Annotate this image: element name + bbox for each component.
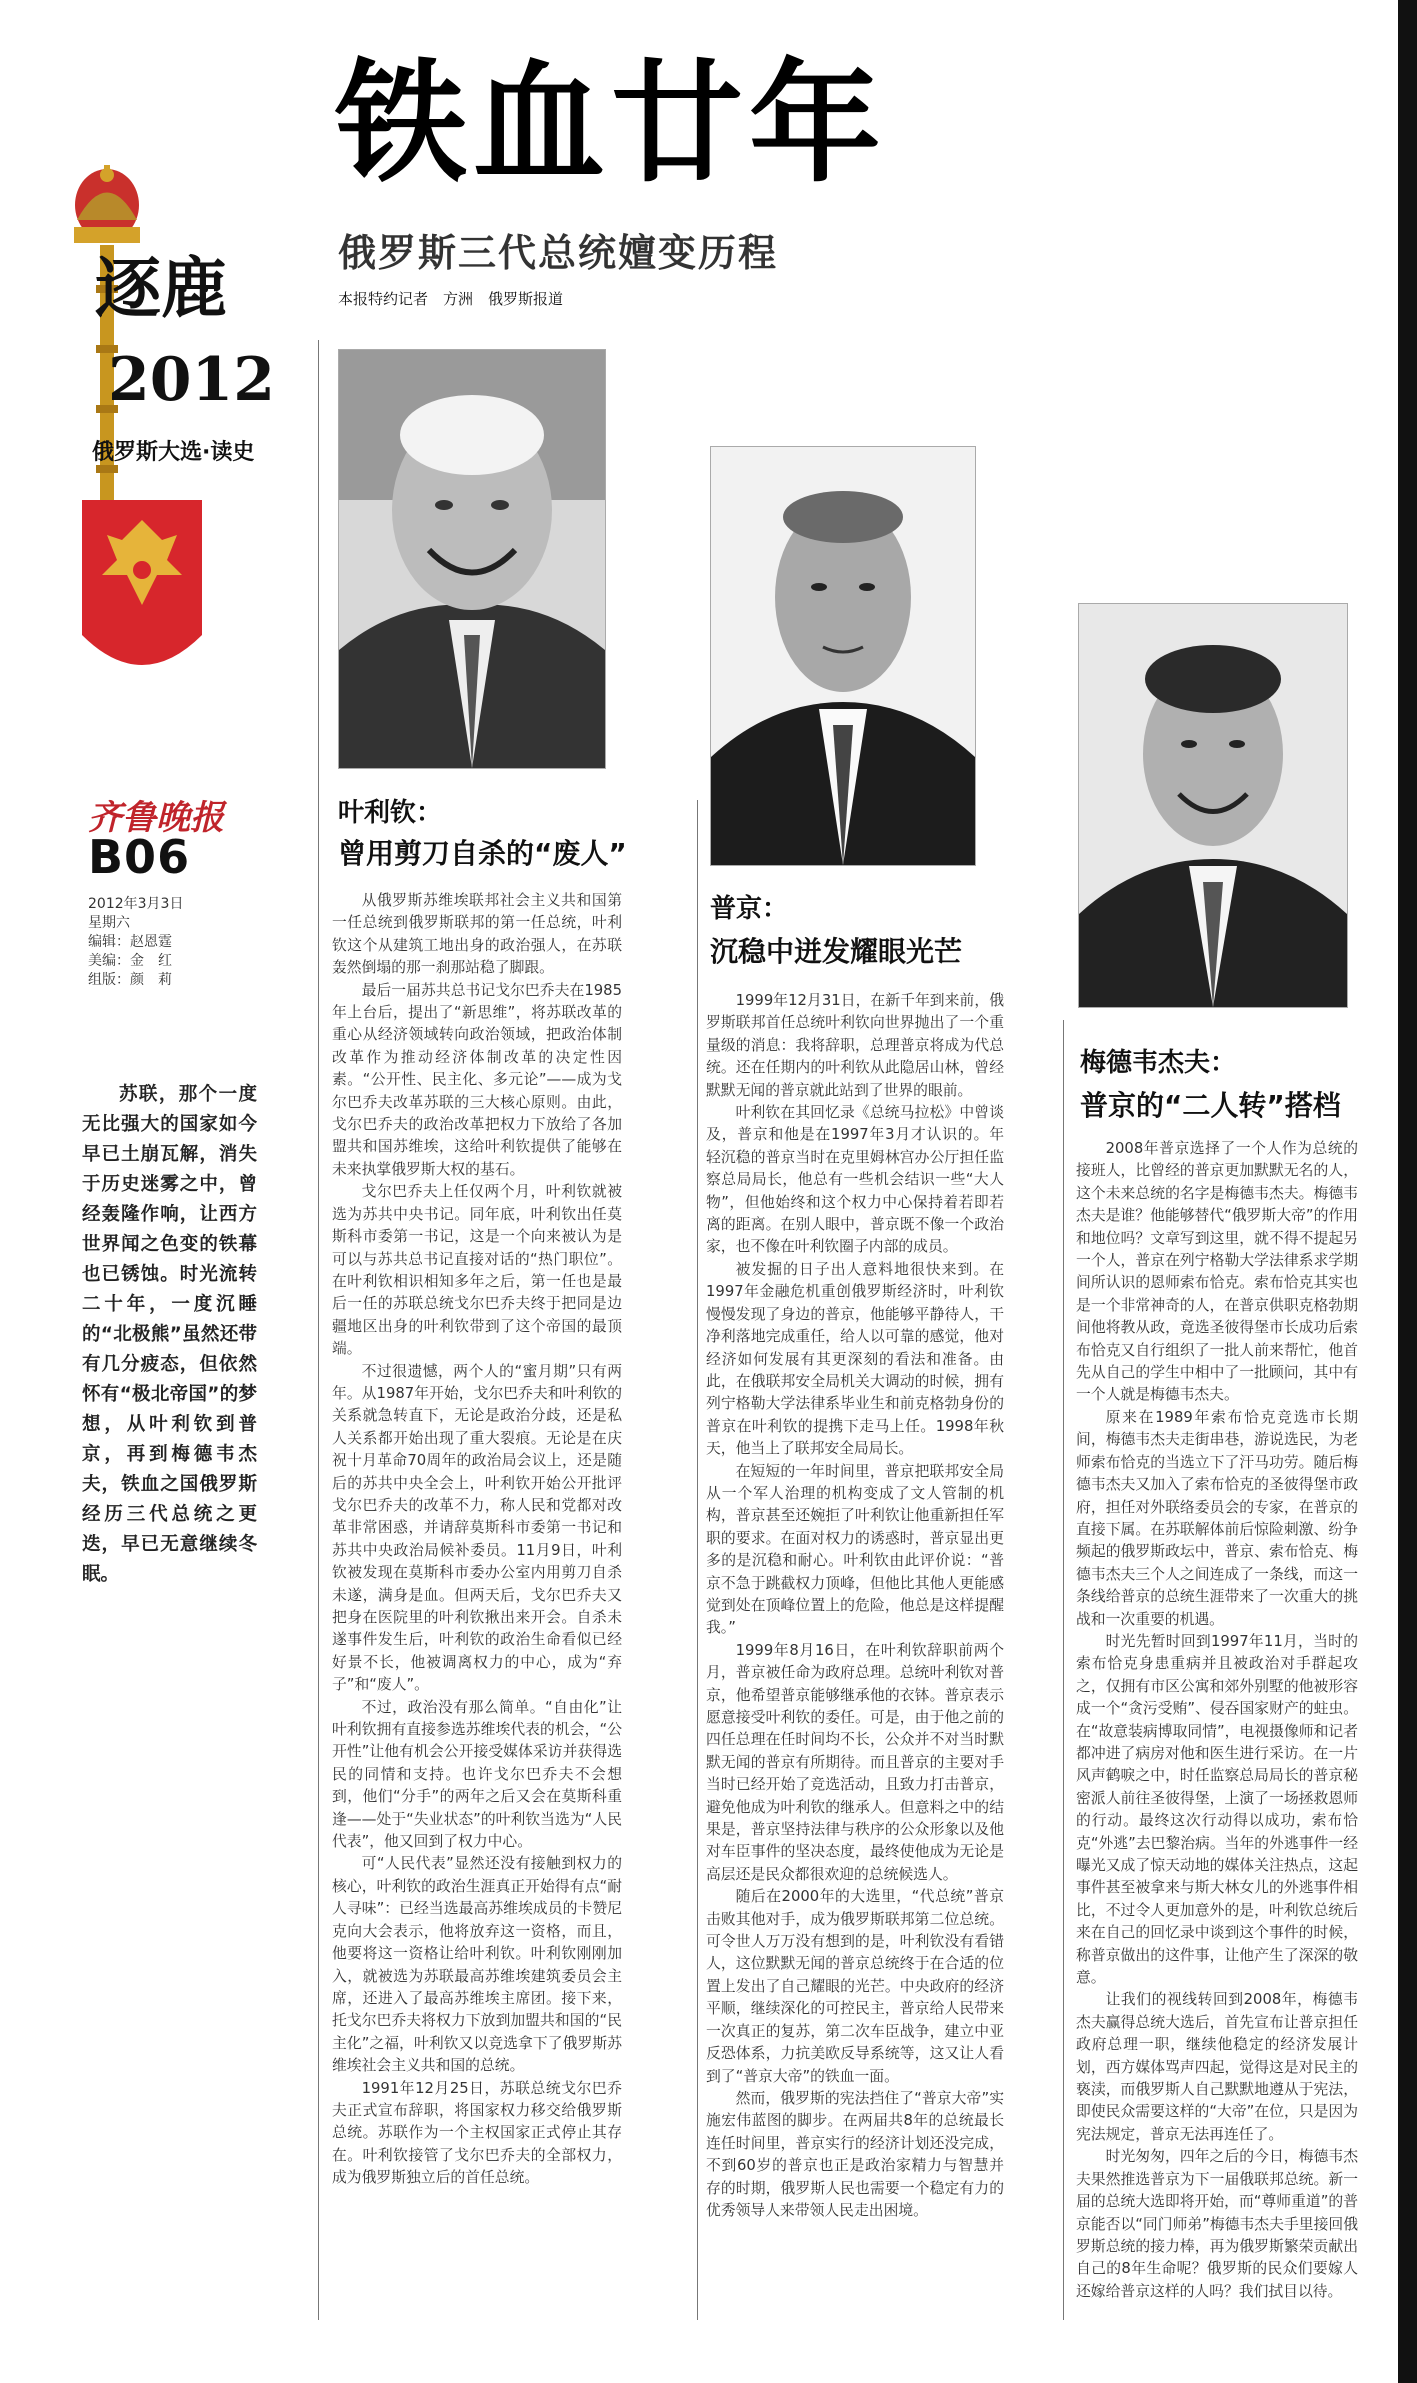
- article-paragraph: 戈尔巴乔夫上任仅两个月，叶利钦就被选为苏共中央书记。同年底，叶利钦出任莫斯科市委第一书记，这是一个向来被认为是可以与苏共总书记直接对话的“热门职位”。在叶利钦相识相知多年之后，第一任也是最后一任的苏联总统戈尔巴乔夫终于把同是边疆地区出身的叶利钦带到了这个帝国的最顶端。: [332, 1183, 622, 1358]
- article-paragraph: 叶利钦在其回忆录《总统马拉松》中曾谈及，普京和他是在1997年3月才认识的。年轻沉稳的普京当时在克里姆林宫办公厅担任监察总局局长，他总有一些机会结识一些“大人物”，但他始终和这个权力中心保持着若即若离的距离。在别人眼中，普京既不像一个政治家，也不像在叶利钦圈子内部的成员。: [706, 1104, 1004, 1256]
- article-paragraph: 可“人民代表”显然还没有接触到权力的核心，叶利钦的政治生涯真正开始得有点“耐人寻味”：已经当选最高苏维埃成员的卡赞尼克向大会表示，他将放弃这一资格，而且，他要将这一资格让给叶利钦。叶利钦刚刚加入，就被选为苏联最高苏维埃建筑委员会主席，还进入了最高苏维埃主席团。接下来，托戈尔巴乔夫将权力下放到加盟共和国的“民主化”之福，叶利钦又以竞选拿下了俄罗斯苏维埃社会主义共和国的总统。: [332, 1855, 622, 2075]
- section-title: 逐鹿: [95, 249, 227, 327]
- article-paragraph: 时光匆匆，四年之后的今日，梅德韦杰夫果然推选普京为下一届俄联邦总统。新一届的总统大选即将开始，而“尊师重道”的普京能否以“同门师弟”梅德韦杰夫手里接回俄罗斯总统的接力棒，再为俄罗斯繁荣贡献出自己的8年生命呢？俄罗斯的民众们要嫁人还嫁给普京这样的人吗？我们拭目以待。: [1076, 2148, 1358, 2300]
- article-paragraph: 不过很遗憾，两个人的“蜜月期”只有两年。从1987年开始，戈尔巴乔夫和叶利钦的关系就急转直下，无论是政治分歧，还是私人关系都开始出现了重大裂痕。无论是在庆祝十月革命70周年的政治局会议上，还是随后的苏共中央全会上，叶利钦开始公开批评戈尔巴乔夫的改革不力，称人民和党都对改革非常困惑，并请辞莫斯科市委第一书记和苏共中央政治局候补委员。11月9日，叶利钦被发现在莫斯科市委办公室内用剪刀自杀未遂，满身是血。但两天后，戈尔巴乔夫又把身在医院里的叶利钦揪出来开会。自杀未遂事件发生后，叶利钦的政治生命看似已经好景不长，他被调离权力的中心，成为“弃子”和“废人”。: [332, 1362, 622, 1694]
- article-paragraph: 随后在2000年的大选里，“代总统”普京击败其他对手，成为俄罗斯联邦第二位总统。可令世人万万没有想到的是，叶利钦没有看错人，这位默默无闻的普京总统终于在合适的位置上发出了自己耀眼的光芒。中央政府的经济平顺，继续深化的可控民主，普京给人民带来一次真正的复苏，第二次车臣战争，建立中亚反恐体系，力抗美欧反导系统等，这又让人看到了“普京大帝”的铁血一面。: [706, 1888, 1004, 2085]
- putin-portrait-photo: [710, 446, 976, 866]
- edition-editor: 编辑：赵恩霆: [88, 934, 172, 950]
- article-paragraph: 1999年8月16日，在叶利钦辞职前两个月，普京被任命为政府总理。总统叶利钦对普京，他希望普京能够继承他的衣钵。普京表示愿意接受叶利钦的委任。可是，由于他之前的四任总理在任时间均不长，公众并不对当时默默无闻的普京有所期待。而且普京的主要对手当时已经开始了竞选活动，且致力打击普京，避免他成为叶利钦的继承人。但意料之中的结果是，普京坚持法律与秩序的公众形象以及他对车臣事件的坚决态度，最终使他成为无论是高层还是民众都很欢迎的总统候选人。: [706, 1641, 1004, 1883]
- edition-weekday: 星期六: [88, 915, 130, 931]
- putin-title-heading: 沉稳中迸发耀眼光芒: [710, 935, 963, 968]
- coat-of-arms-icon: [82, 500, 202, 665]
- article-paragraph: 从俄罗斯苏维埃联邦社会主义共和国第一任总统到俄罗斯联邦的第一任总统，叶利钦这个从建筑工地出身的政治强人，在苏联轰然倒塌的那一刹那站稳了脚跟。: [332, 892, 622, 977]
- medvedev-name-heading: 梅德韦杰夫：: [1080, 1048, 1237, 1078]
- page-subheadline: 俄罗斯三代总统嬗变历程: [338, 230, 779, 275]
- article-paragraph: 最后一届苏共总书记戈尔巴乔夫在1985年上台后，提出了“新思维”，将苏联改革的重心从经济领域转向政治领域，把政治体制改革作为推动经济体制改革的决定性因素。“公开性、民主化、多元论”——成为戈尔巴乔夫改革苏联的三大核心原则。由此，戈尔巴乔夫的政治改革把权力下放给了各加盟共和国苏维埃，这给叶利钦提供了能够在未来执掌俄罗斯大权的基石。: [332, 981, 622, 1178]
- edition-art-editor: 美编：金 红: [88, 953, 172, 969]
- article-paragraph: 2008年普京选择了一个人作为总统的接班人，比曾经的普京更加默默无名的人，这个未来总统的名字是梅德韦杰夫。梅德韦杰夫是谁？他能够替代“俄罗斯大帝”的作用和地位吗？文章写到这里，就不得不提起另一个人，普京在列宁格勒大学法律系求学期间所认识的恩师索布恰克。索布恰克其实也是一个非常神奇的人，在普京供职克格勃期间他将教从政，竟选圣彼得堡市长成功后索布恰克又自行组织了一批人前来帮忙，他首先从自己的学生中相中了一批顾问，其中有一个人就是梅德韦杰夫。: [1076, 1140, 1358, 1404]
- newspaper-logo: 齐鲁晚报: [88, 798, 224, 838]
- medvedev-title-heading: 普京的“二人转”搭档: [1080, 1089, 1341, 1122]
- yeltsin-article-body: [332, 890, 622, 2190]
- column-divider: [1063, 1020, 1064, 2320]
- intro-paragraph: 苏联，那个一度无比强大的国家如今早已土崩瓦解，消失于历史迷雾之中，曾经轰隆作响，让西方世界闻之色变的铁幕也已锈蚀。时光流转二十年，一度沉睡的“北极熊”虽然还带有几分疲态，但依然怀有“极北帝国”的梦想，从叶利钦到普京，再到梅德韦杰夫，铁血之国俄罗斯经历三代总统之更迭，早已无意继续冬眠。: [82, 1084, 257, 1585]
- article-paragraph: 1991年12月25日，苏联总统戈尔巴乔夫正式宣布辞职，将国家权力移交给俄罗斯总统。苏联作为一个主权国家正式停止其存在。叶利钦接管了戈尔巴乔夫的全部权力，成为俄罗斯独立后的首任总统。: [332, 2079, 622, 2187]
- putin-article-body: [706, 990, 1004, 2222]
- page-number: B06: [88, 830, 191, 884]
- article-paragraph: 原来在1989年索布恰克竞选市长期间，梅德韦杰夫走街串巷，游说选民，为老师索布恰克的当选立下了汗马功劳。随后梅德韦杰夫又加入了索布恰克的圣彼得堡市政府，担任对外联络委员会的专家，在普京的直接下属。在苏联解体前后惊险刺激、纷争频起的俄罗斯政坛中，普京、索布恰克、梅德韦杰夫三个人之间连成了一条线，而这一条线给普京的总统生涯带来了一次重大的挑战和一次重要的机遇。: [1076, 1408, 1358, 1628]
- edition-date: 2012年3月3日: [88, 896, 184, 912]
- crown-icon: [74, 165, 140, 243]
- article-paragraph: 然而，俄罗斯的宪法挡住了“普京大帝”实施宏伟蓝图的脚步。在两届共8年的总统最长连任时间里，普京实行的经济计划还没完成，不到60岁的普京也正是政治家精力与智慧并存的时期，俄罗斯人民也需要一个稳定有力的优秀领导人来带领人民走出困境。: [706, 2089, 1004, 2219]
- article-paragraph: 在短短的一年时间里，普京把联邦安全局从一个军人治理的机构变成了文人管制的机构，普京甚至还婉拒了叶利钦让他重新担任军职的要求。在面对权力的诱惑时，普京显出更多的是沉稳和耐心。叶利钦由此评价说：“普京不急于跳截权力顶峰，但他比其他人更能感觉到处在顶峰位置上的危险，他总是这样提醒我。”: [706, 1462, 1004, 1637]
- edition-layout: 组版：颜 莉: [88, 972, 172, 988]
- yeltsin-title-heading: 曾用剪刀自杀的“废人”: [338, 837, 627, 870]
- article-paragraph: 时光先暂时回到1997年11月，当时的索布恰克身患重病并且被政治对手群起攻之，仅拥有市区公寓和郊外别墅的他被形容成一个“贪污受贿”、侵吞国家财产的蛀虫。在“故意装病博取同情”，电视摄像师和记者都冲进了病房对他和医生进行采访。在一片风声鹤唳之中，时任监察总局局长的普京秘密派人前往圣彼得堡，上演了一场拯救恩师的行动。最终这次行动得以成功，索布恰克“外逃”去巴黎治病。当年的外逃事件一经曝光又成了惊天动地的媒体关注热点，这起事件甚至被拿来与斯大林女儿的外逃事件相比，不过令人更加意外的是，叶利钦总统后来在自己的回忆录中谈到这个事件的时候，称普京做出的这件事，让他产生了深深的敬意。: [1076, 1632, 1358, 1987]
- column-divider: [697, 800, 698, 2320]
- page-headline: 铁血廿年: [335, 46, 887, 201]
- medvedev-portrait-photo: [1078, 603, 1348, 1008]
- byline: 本报特约记者 方洲 俄罗斯报道: [338, 290, 564, 308]
- yeltsin-name-heading: 叶利钦：: [338, 798, 443, 828]
- yeltsin-portrait-photo: [338, 349, 606, 769]
- article-paragraph: 1999年12月31日，在新千年到来前，俄罗斯联邦首任总统叶利钦向世界抛出了一个重量级的消息：我将辞职，总理普京将成为代总统。还在任期内的叶利钦从此隐居山林，曾经默默无闻的普京就此站到了世界的眼前。: [706, 992, 1004, 1099]
- section-year: 2012: [108, 345, 275, 415]
- edition-info: [88, 895, 183, 990]
- page-edge-strip: [1398, 0, 1417, 2383]
- section-subtitle: 俄罗斯大选·读史: [92, 440, 255, 465]
- article-paragraph: 被发掘的日子出人意料地很快来到。在1997年金融危机重创俄罗斯经济时，叶利钦慢慢发现了身边的普京，他能够平静待人，干净利落地完成重任，给人以可靠的感觉，他对经济如何发展有其更深刻的看法和准备。由此，在俄联邦安全局机关大调动的时候，拥有列宁格勒大学法律系毕业生和前克格勃身份的普京在叶利钦的提携下走马上任。1998年秋天，他当上了联邦安全局局长。: [706, 1260, 1004, 1458]
- article-paragraph: 不过，政治没有那么简单。“自由化”让叶利钦拥有直接参选苏维埃代表的机会，“公开性”让他有机会公开接受媒体采访并获得选民的同情和支持。也许戈尔巴乔夫不会想到，他们“分手”的两年之后又会在莫斯科重逢——处于“失业状态”的叶利钦当选为“人民代表”，他又回到了权力中心。: [332, 1698, 622, 1851]
- article-paragraph: 让我们的视线转回到2008年，梅德韦杰夫赢得总统大选后，首先宣布让普京担任政府总理一职，继续他稳定的经济发展计划，西方媒体骂声四起，觉得这是对民主的亵渎，而俄罗斯人自己默默地遵从于宪法，即使民众需要这样的“大帝”在位，只是因为宪法规定，普京无法再连任了。: [1076, 1991, 1358, 2143]
- column-divider: [318, 340, 319, 2320]
- putin-name-heading: 普京：: [710, 894, 789, 924]
- medvedev-article-body: [1076, 1138, 1358, 2303]
